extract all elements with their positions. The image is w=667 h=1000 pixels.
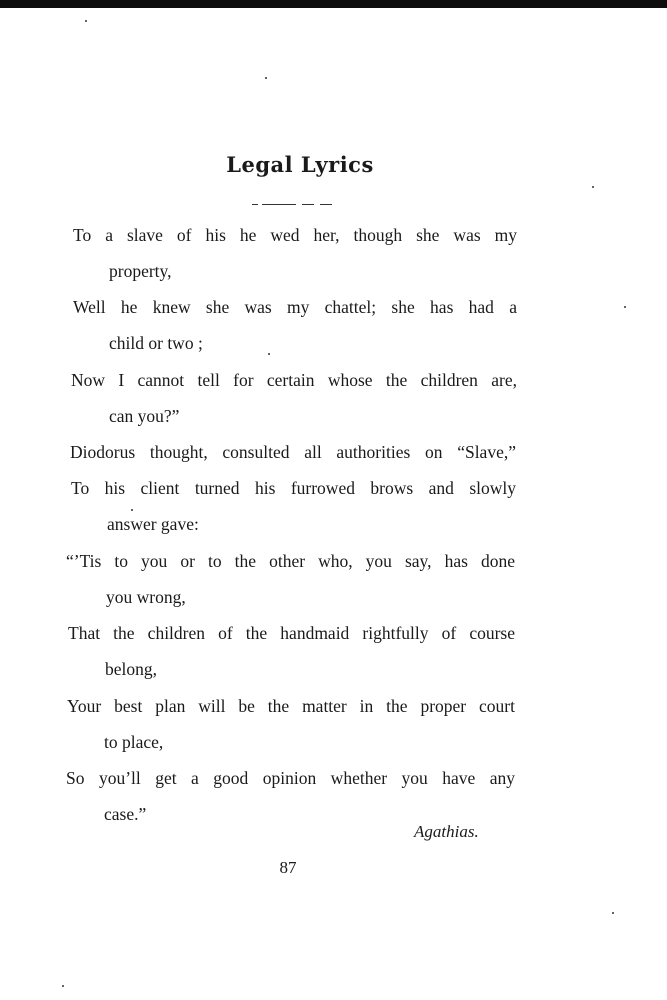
scan-speck — [624, 306, 626, 308]
page-number: 87 — [279, 858, 297, 877]
scan-speck — [85, 20, 87, 22]
poem-line: Your best plan will be the matter in the proper court — [67, 696, 515, 716]
scan-speck — [131, 509, 133, 511]
scan-speck — [592, 186, 594, 188]
poem-line: to place, — [104, 732, 164, 752]
scan-speck — [265, 77, 267, 79]
poem-line: So you’ll get a good opinion whether you have any — [66, 768, 515, 788]
poem-line: belong, — [105, 659, 158, 679]
scan-speck — [268, 353, 270, 355]
running-head: Legal Lyrics — [226, 152, 374, 177]
poem-line: Diodorus thought, consulted all authorities on “Slave,” — [70, 442, 516, 462]
poem-line: property, — [109, 261, 172, 281]
poem-line: answer gave: — [107, 514, 199, 534]
attribution: Agathias. — [414, 822, 479, 841]
poem-line: To his client turned his furrowed brows and slowly — [71, 478, 516, 498]
poem-line: To a slave of his he wed her, though she was my — [73, 225, 517, 245]
poem-line: you wrong, — [106, 587, 186, 607]
poem-line: Now I cannot tell for certain whose the children are, — [71, 370, 517, 390]
scan-speck — [612, 912, 614, 914]
poem-line: That the children of the handmaid rightfully of course — [68, 623, 515, 643]
poem-line: child or two ; — [109, 333, 203, 353]
poem-line: can you?” — [109, 406, 180, 426]
poem-line: “’Tis to you or to the other who, you say, has done — [66, 551, 515, 571]
scan-speck — [62, 985, 64, 987]
poem-line: Well he knew she was my chattel; she has had a — [73, 297, 517, 317]
poem-line: case.” — [104, 804, 147, 824]
